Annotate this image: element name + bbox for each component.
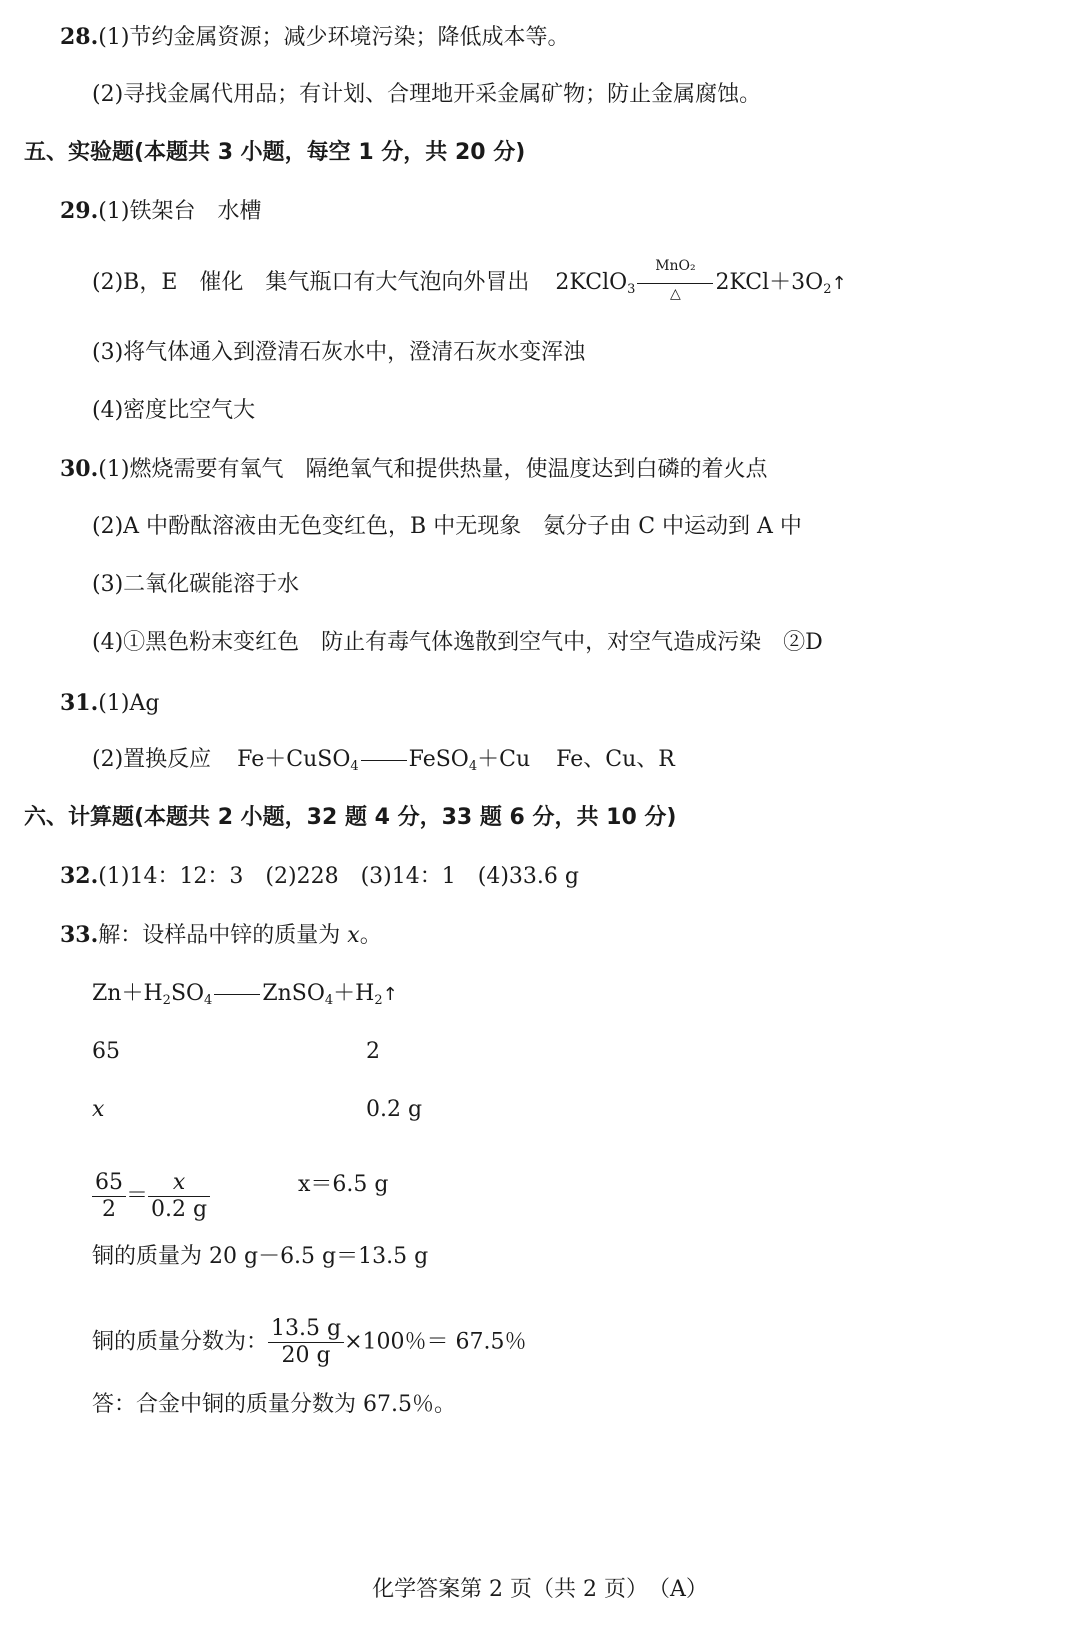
q28-part1: (1)节约金属资源；减少环境污染；降低成本等。	[98, 25, 570, 50]
q29-line1	[60, 196, 261, 226]
section6-heading: 六、计算题(本题共 2 小题，32 题 4 分，33 题 6 分，共 10 分)	[24, 805, 677, 830]
q29-eq-left: 2KClO	[555, 270, 628, 295]
gas-up-arrow-icon: ↑	[831, 273, 847, 294]
q28-number: 28.	[60, 24, 99, 50]
q31-number: 31.	[60, 690, 99, 716]
q33-eq-right-sub: 4	[324, 993, 334, 1008]
section5-heading: 五、实验题(本题共 3 小题，每空 1 分，共 20 分)	[24, 140, 526, 165]
q33-eq-left-sub1: 2	[162, 993, 171, 1008]
q28-line1	[60, 22, 569, 52]
q33-row2-left: x	[92, 1097, 105, 1122]
frac1-numerator: 65	[92, 1170, 126, 1197]
reaction-condition-arrow	[637, 258, 713, 302]
q33-answer: 答：合金中铜的质量分数为 67.5％。	[92, 1392, 456, 1417]
q33-solution: x＝6.5 g	[298, 1172, 389, 1197]
q33-equation	[92, 979, 398, 1009]
q31-eq-left-sub: 4	[350, 759, 359, 774]
q30-number: 30.	[60, 456, 99, 482]
q33-eq-left-mid: SO	[170, 981, 205, 1006]
q33-intro-line	[60, 920, 382, 950]
q33-eq-right-sub2: 2	[374, 993, 383, 1008]
q33-row1-left: 65	[92, 1039, 120, 1064]
q31-part2	[92, 745, 675, 775]
page-footer: 化学答案第 2 页（共 2 页） （A）	[372, 1577, 708, 1602]
q33-intro: 解：设样品中锌的质量为	[98, 923, 341, 948]
q30-line1	[60, 454, 767, 484]
q31-line1	[60, 688, 159, 718]
q31-eq-right: FeSO	[408, 747, 469, 772]
q29-eq-right: 2KCl＋3O	[715, 270, 824, 295]
q29-part2-text: (2)B，E 催化 集气瓶口有大气泡向外冒出	[92, 270, 530, 295]
fraction-x-over-0.2g	[148, 1170, 210, 1223]
gas-up-arrow-icon: ↑	[382, 984, 398, 1005]
equals-sign: ＝	[126, 1183, 149, 1209]
q33-intro-end: 。	[359, 923, 382, 948]
q28-part2: (2)寻找金属代用品；有计划、合理地开采金属矿物；防止金属腐蚀。	[92, 82, 762, 107]
q31-eq-right-sub: 4	[468, 759, 478, 774]
copper-frac-denominator: 20 g	[281, 1343, 331, 1368]
q33-intro-variable: x	[347, 923, 360, 948]
catalyst-label: MnO₂	[655, 258, 696, 274]
copper-fraction-suffix: ×100％＝ 67.5％	[344, 1329, 527, 1355]
q31-eq-right-tail: ＋Cu	[477, 747, 531, 772]
equation-line	[214, 994, 260, 995]
fraction-13.5g-over-20g	[268, 1316, 344, 1369]
q31-metals-order: Fe、Cu、R	[556, 747, 675, 772]
q30-part3: (3)二氧化碳能溶于水	[92, 572, 300, 597]
q33-copper-fraction	[92, 1316, 527, 1368]
q32-text: (1)14：12：3 (2)228 (3)14：1 (4)33.6 g	[98, 864, 579, 889]
q29-part4: (4)密度比空气大	[92, 398, 256, 423]
fraction-65-over-2	[92, 1170, 126, 1223]
q29-eq-right-sub: 2	[823, 282, 832, 297]
q32-number: 32.	[60, 863, 99, 889]
q33-eq-right-mid: ＋H	[333, 981, 375, 1006]
q32-line	[60, 861, 579, 891]
q33-row1-right: 2	[366, 1039, 380, 1064]
q33-eq-left-sub2: 4	[204, 993, 213, 1008]
frac1-denominator: 2	[102, 1197, 116, 1222]
copper-frac-numerator: 13.5 g	[268, 1316, 344, 1343]
q30-part4: (4)①黑色粉末变红色 防止有毒气体逸散到空气中，对空气造成污染 ②D	[92, 630, 823, 655]
q33-copper-mass: 铜的质量为 20 g－6.5 g＝13.5 g	[92, 1244, 429, 1269]
equation-line	[361, 760, 407, 761]
q33-eq-left: Zn＋H	[92, 981, 163, 1006]
q31-part1: (1)Ag	[98, 691, 160, 716]
q29-part2	[92, 258, 847, 302]
heat-symbol: △	[670, 286, 681, 302]
q29-eq-left-sub: 3	[627, 282, 636, 297]
q31-part2-text: (2)置换反应	[92, 747, 212, 772]
q29-number: 29.	[60, 198, 99, 224]
q30-part2: (2)A 中酚酞溶液由无色变红色，B 中无现象 氨分子由 C 中运动到 A 中	[92, 514, 802, 539]
q33-proportion	[92, 1170, 210, 1222]
q29-part1: (1)铁架台 水槽	[98, 199, 262, 224]
q30-part1: (1)燃烧需要有氧气 隔绝氧气和提供热量，使温度达到白磷的着火点	[98, 457, 768, 482]
copper-fraction-prefix: 铜的质量分数为：	[92, 1329, 269, 1355]
q33-eq-right: ZnSO	[262, 981, 325, 1006]
frac2-numerator: x	[148, 1170, 210, 1197]
q33-row2-right: 0.2 g	[366, 1097, 423, 1122]
frac2-denominator: 0.2 g	[151, 1197, 208, 1222]
q31-eq-left: Fe＋CuSO	[237, 747, 351, 772]
q33-number: 33.	[60, 922, 99, 948]
q29-part3: (3)将气体通入到澄清石灰水中，澄清石灰水变浑浊	[92, 340, 586, 365]
